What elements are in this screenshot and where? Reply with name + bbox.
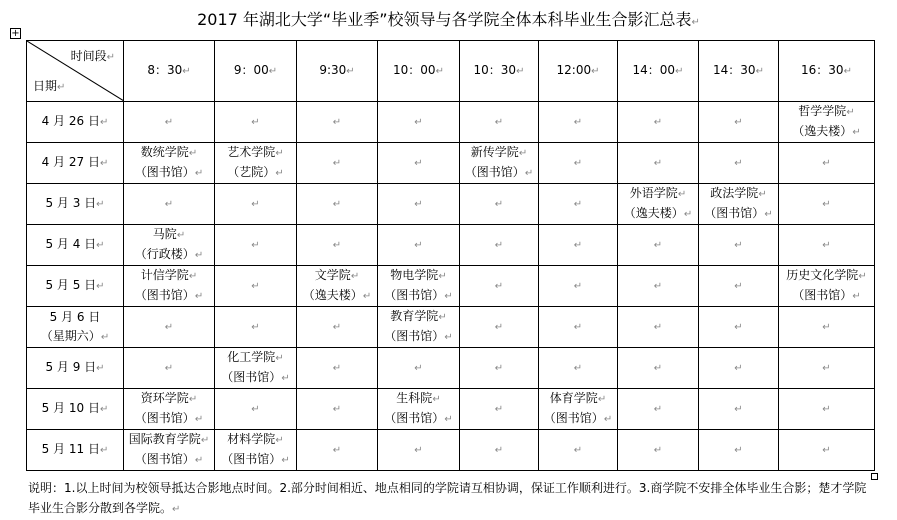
paragraph-mark: ↵ [573, 363, 583, 374]
paragraph-mark: ↵ [164, 199, 174, 210]
paragraph-mark: ↵ [734, 322, 743, 333]
empty-slot-cell [699, 143, 779, 184]
table-row [27, 184, 875, 225]
empty-slot-cell [297, 348, 378, 389]
date-label: 日期↵ [33, 79, 66, 93]
empty-slot-cell [215, 389, 297, 430]
empty-slot-cell [779, 430, 875, 471]
paragraph-mark: ↵ [414, 363, 423, 374]
college-slot-cell [378, 389, 460, 430]
paragraph-mark: ↵ [573, 117, 583, 128]
college-name: 体育学院↵ [549, 391, 607, 405]
paragraph-mark: ↵ [822, 158, 831, 169]
empty-slot-cell [539, 266, 618, 307]
empty-slot-cell [539, 102, 618, 143]
paragraph-mark: ↵ [653, 281, 663, 292]
paragraph-mark: ↵ [822, 322, 831, 333]
paragraph-mark: ↵ [494, 363, 504, 374]
college-slot-cell [124, 266, 215, 307]
empty-slot-cell [460, 430, 539, 471]
date-text: 5 月 4 日↵ [45, 237, 105, 251]
college-location: （图书馆）↵ [384, 329, 453, 343]
date-text: 5 月 11 日↵ [41, 442, 109, 456]
paragraph-mark: ↵ [573, 322, 583, 333]
paragraph-mark: ↵ [494, 199, 504, 210]
date-text: 5 月 6 日 [49, 309, 101, 324]
college-location: （图书馆）↵ [464, 165, 534, 179]
college-name: 历史文化学院↵ [786, 268, 867, 282]
date-cell [27, 102, 124, 143]
college-location: （逸夫楼）↵ [623, 206, 693, 220]
college-slot-cell [215, 348, 297, 389]
paragraph-mark: ↵ [494, 445, 504, 456]
paragraph-mark: ↵ [494, 281, 504, 292]
empty-slot-cell [297, 307, 378, 348]
table-row [27, 102, 875, 143]
empty-slot-cell [297, 184, 378, 225]
date-cell [27, 143, 124, 184]
empty-slot-cell [539, 143, 618, 184]
empty-slot-cell [779, 348, 875, 389]
paragraph-mark: ↵ [251, 281, 260, 292]
college-location: （图书馆）↵ [134, 411, 204, 425]
empty-slot-cell [699, 389, 779, 430]
time-slot-label: 时间段↵ [70, 49, 115, 63]
college-slot-cell [124, 430, 215, 471]
college-location: （图书馆）↵ [221, 452, 290, 466]
paragraph-mark: ↵ [332, 363, 342, 374]
paragraph-mark: ↵ [332, 117, 342, 128]
date-cell [27, 348, 124, 389]
college-name: 数统学院↵ [140, 145, 198, 159]
empty-slot-cell [378, 143, 460, 184]
empty-slot-cell [539, 225, 618, 266]
college-slot-cell [460, 143, 539, 184]
empty-slot-cell [124, 348, 215, 389]
paragraph-mark: ↵ [332, 158, 342, 169]
empty-slot-cell [699, 430, 779, 471]
empty-slot-cell [699, 225, 779, 266]
date-text: 5 月 10 日↵ [41, 401, 109, 415]
paragraph-mark: ↵ [414, 158, 423, 169]
paragraph-mark: ↵ [822, 404, 831, 415]
date-cell [27, 266, 124, 307]
empty-slot-cell [618, 143, 699, 184]
paragraph-mark: ↵ [251, 199, 260, 210]
paragraph-mark: ↵ [691, 17, 700, 28]
paragraph-mark: ↵ [734, 363, 743, 374]
college-slot-cell [215, 143, 297, 184]
title-text: 2017 年湖北大学“毕业季”校领导与各学院全体本科毕业生合影汇总表 [197, 10, 692, 29]
footnote: 说明：1.以上时间为校领导抵达合影地点时间。2.部分时间相近、地点相同的学院请互相协调，保证工作顺利进行。3.商学院不安排全体毕业生合影；楚才学院毕业生合影分散到各学院。↵ [28, 481, 867, 515]
college-name: 物电学院↵ [390, 268, 447, 282]
empty-slot-cell [699, 102, 779, 143]
paragraph-mark: ↵ [653, 322, 663, 333]
table-title [0, 8, 897, 35]
college-name: 政法学院↵ [710, 186, 767, 200]
college-location: （逸夫楼）↵ [302, 288, 372, 302]
empty-slot-cell [779, 184, 875, 225]
empty-slot-cell [460, 225, 539, 266]
header-row [27, 41, 875, 102]
time-header-cell: 14：00↵ [618, 41, 699, 102]
paragraph-mark: ↵ [734, 117, 743, 128]
empty-slot-cell [378, 430, 460, 471]
paragraph-mark: ↵ [573, 240, 583, 251]
empty-slot-cell [215, 307, 297, 348]
table-row [27, 266, 875, 307]
paragraph-mark: ↵ [332, 404, 342, 415]
paragraph-mark: ↵ [734, 158, 743, 169]
college-name: 计信学院↵ [140, 268, 198, 282]
paragraph-mark: ↵ [414, 240, 423, 251]
college-slot-cell [779, 266, 875, 307]
paragraph-mark: ↵ [822, 240, 831, 251]
paragraph-mark: ↵ [734, 445, 743, 456]
paragraph-mark: ↵ [332, 240, 342, 251]
college-slot-cell [124, 389, 215, 430]
empty-slot-cell [618, 307, 699, 348]
college-location: （艺院）↵ [227, 165, 284, 179]
college-name: 国际教育学院↵ [128, 432, 210, 446]
date-text: （星期六）↵ [40, 328, 110, 343]
empty-slot-cell [297, 389, 378, 430]
empty-slot-cell [297, 225, 378, 266]
time-header-cell: 9：00↵ [215, 41, 297, 102]
empty-slot-cell [460, 102, 539, 143]
time-header-cell: 14：30↵ [699, 41, 779, 102]
empty-slot-cell [618, 266, 699, 307]
college-location: （图书馆）↵ [384, 411, 453, 425]
date-cell [27, 225, 124, 266]
empty-slot-cell [297, 143, 378, 184]
date-cell [27, 389, 124, 430]
college-slot-cell [618, 184, 699, 225]
table-row [27, 348, 875, 389]
empty-slot-cell [215, 225, 297, 266]
time-header-cell: 12:00↵ [539, 41, 618, 102]
empty-slot-cell [460, 389, 539, 430]
paragraph-mark: ↵ [573, 199, 583, 210]
empty-slot-cell [699, 348, 779, 389]
paragraph-mark: ↵ [734, 240, 743, 251]
paragraph-mark: ↵ [653, 363, 663, 374]
college-location: （逸夫楼）↵ [792, 124, 861, 138]
time-header-cell: 9:30↵ [297, 41, 378, 102]
empty-slot-cell [618, 102, 699, 143]
empty-slot-cell [460, 348, 539, 389]
empty-slot-cell [779, 389, 875, 430]
empty-slot-cell [779, 143, 875, 184]
college-location: （图书馆）↵ [221, 370, 290, 384]
table-row [27, 430, 875, 471]
paragraph-mark: ↵ [251, 322, 260, 333]
empty-slot-cell [618, 430, 699, 471]
paragraph-mark: ↵ [573, 158, 583, 169]
college-slot-cell [779, 102, 875, 143]
empty-slot-cell [779, 225, 875, 266]
table-row [27, 225, 875, 266]
schedule-table [26, 40, 875, 471]
time-header-cell: 10：30↵ [460, 41, 539, 102]
empty-slot-cell [779, 307, 875, 348]
paragraph-mark: ↵ [653, 404, 663, 415]
college-name: 哲学学院↵ [798, 104, 855, 118]
paragraph-mark: ↵ [251, 240, 260, 251]
empty-slot-cell [378, 348, 460, 389]
college-location: （行政楼）↵ [134, 247, 204, 261]
paragraph-mark: ↵ [414, 117, 423, 128]
empty-slot-cell [699, 307, 779, 348]
corner-header-cell [27, 41, 124, 102]
paragraph-mark: ↵ [414, 199, 423, 210]
paragraph-mark: ↵ [332, 445, 342, 456]
paragraph-mark: ↵ [494, 240, 504, 251]
college-location: （图书馆）↵ [384, 288, 453, 302]
college-name: 资环学院↵ [140, 391, 198, 405]
date-text: 5 月 5 日↵ [45, 278, 105, 292]
paragraph-mark: ↵ [332, 322, 342, 333]
college-slot-cell [215, 430, 297, 471]
empty-slot-cell [378, 184, 460, 225]
table-move-handle-icon[interactable]: + [11, 28, 20, 39]
empty-slot-cell [539, 348, 618, 389]
empty-slot-cell [539, 184, 618, 225]
college-name: 化工学院↵ [227, 350, 284, 364]
empty-slot-cell [378, 225, 460, 266]
paragraph-mark: ↵ [653, 240, 663, 251]
time-header-cell: 8：30↵ [124, 41, 215, 102]
paragraph-mark: ↵ [251, 404, 260, 415]
empty-slot-cell [460, 307, 539, 348]
paragraph-mark: ↵ [164, 363, 174, 374]
college-slot-cell [539, 389, 618, 430]
empty-slot-cell [124, 102, 215, 143]
paragraph-mark: ↵ [494, 322, 504, 333]
college-location: （图书馆）↵ [134, 452, 204, 466]
table-row [27, 307, 875, 348]
date-text: 4 月 26 日↵ [41, 114, 109, 128]
date-text: 5 月 3 日↵ [45, 196, 105, 210]
empty-slot-cell [460, 266, 539, 307]
empty-slot-cell [215, 102, 297, 143]
empty-slot-cell [460, 184, 539, 225]
paragraph-mark: ↵ [414, 445, 423, 456]
college-slot-cell [699, 184, 779, 225]
paragraph-mark: ↵ [164, 117, 174, 128]
college-name: 文学院↵ [314, 268, 360, 282]
college-name: 教育学院↵ [390, 309, 447, 323]
college-location: （图书馆）↵ [134, 288, 204, 302]
college-name: 马院↵ [152, 227, 186, 241]
date-cell [27, 430, 124, 471]
empty-slot-cell [124, 184, 215, 225]
paragraph-mark: ↵ [164, 322, 174, 333]
paragraph-mark: ↵ [653, 117, 663, 128]
paragraph-mark: ↵ [494, 404, 504, 415]
empty-slot-cell [618, 225, 699, 266]
college-slot-cell [378, 307, 460, 348]
table-row [27, 143, 875, 184]
college-slot-cell [124, 225, 215, 266]
paragraph-mark: ↵ [573, 281, 583, 292]
college-location: （图书馆）↵ [134, 165, 204, 179]
empty-slot-cell [297, 102, 378, 143]
date-text: 5 月 9 日↵ [45, 360, 105, 374]
college-name: 材料学院↵ [227, 432, 284, 446]
paragraph-mark: ↵ [653, 158, 663, 169]
empty-slot-cell [618, 389, 699, 430]
college-name: 生科院↵ [396, 391, 441, 405]
empty-slot-cell [699, 266, 779, 307]
college-location: （图书馆）↵ [792, 288, 861, 302]
date-cell [27, 307, 124, 348]
empty-slot-cell [297, 430, 378, 471]
paragraph-mark: ↵ [494, 117, 504, 128]
paragraph-mark: ↵ [822, 445, 831, 456]
empty-slot-cell [539, 430, 618, 471]
paragraph-mark: ↵ [822, 199, 831, 210]
empty-slot-cell [378, 102, 460, 143]
college-name: 艺术学院↵ [227, 145, 284, 159]
paragraph-mark: ↵ [251, 117, 260, 128]
table-row [27, 389, 875, 430]
college-location: （图书馆）↵ [704, 206, 773, 220]
college-slot-cell [124, 143, 215, 184]
date-text: 4 月 27 日↵ [41, 155, 109, 169]
college-slot-cell [297, 266, 378, 307]
date-cell [27, 184, 124, 225]
empty-slot-cell [539, 307, 618, 348]
empty-slot-cell [215, 266, 297, 307]
college-slot-cell [378, 266, 460, 307]
paragraph-mark: ↵ [653, 445, 663, 456]
empty-slot-cell [618, 348, 699, 389]
college-name: 新传学院↵ [470, 145, 528, 159]
college-location: （图书馆）↵ [543, 411, 613, 425]
empty-slot-cell [124, 307, 215, 348]
paragraph-mark: ↵ [822, 363, 831, 374]
paragraph-mark: ↵ [734, 281, 743, 292]
paragraph-mark: ↵ [573, 445, 583, 456]
paragraph-mark: ↵ [332, 199, 342, 210]
paragraph-mark: ↵ [734, 404, 743, 415]
college-name: 外语学院↵ [629, 186, 687, 200]
time-header-cell: 10：00↵ [378, 41, 460, 102]
time-header-cell: 16：30↵ [779, 41, 875, 102]
empty-slot-cell [215, 184, 297, 225]
